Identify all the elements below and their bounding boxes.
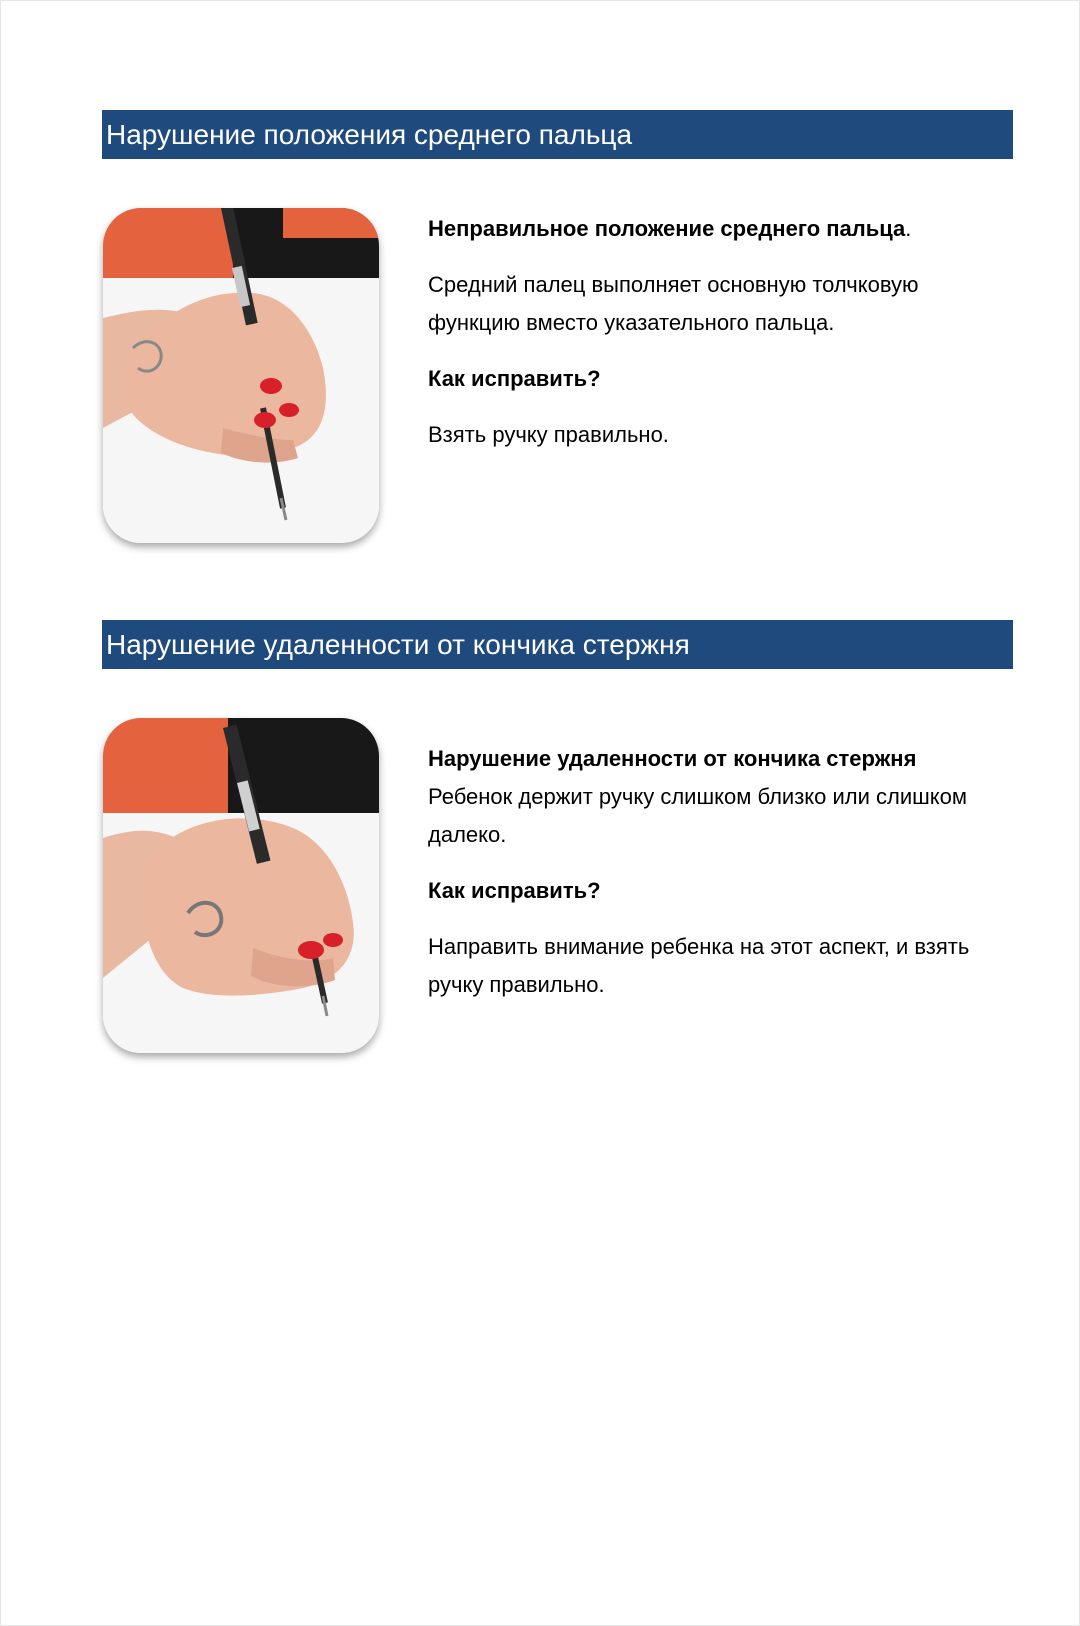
title-bold-1: Неправильное положение среднего пальца	[428, 216, 906, 241]
title-line-1	[428, 210, 988, 248]
title-suffix-1: .	[905, 216, 912, 241]
fix-text-2: Направить внимание ребенка на этот аспект, и взять ручку правильно.	[428, 934, 970, 997]
fix-heading-1: Как исправить?	[428, 366, 601, 391]
hand-pen-photo-2	[103, 718, 379, 1053]
description-1: Средний палец выполняет основную толчковую функцию вместо указательного пальца.	[428, 272, 919, 335]
text-block-1	[428, 210, 988, 454]
fix-text-1: Взять ручку правильно.	[428, 422, 669, 447]
fix-heading-2: Как исправить?	[428, 878, 601, 903]
description-2: Ребенок держит ручку слишком близко или слишком далеко.	[428, 784, 968, 847]
hand-illustration-2	[103, 718, 379, 1053]
section-header-distance: Нарушение удаленности от кончика стержня	[102, 620, 1013, 669]
title-2: Нарушение удаленности от кончика стержня	[428, 746, 917, 771]
text-block-2	[428, 740, 988, 1004]
section-header-middle-finger: Нарушение положения среднего пальца	[102, 110, 1013, 159]
hand-illustration-1	[103, 208, 379, 543]
hand-pen-photo-1	[103, 208, 379, 543]
